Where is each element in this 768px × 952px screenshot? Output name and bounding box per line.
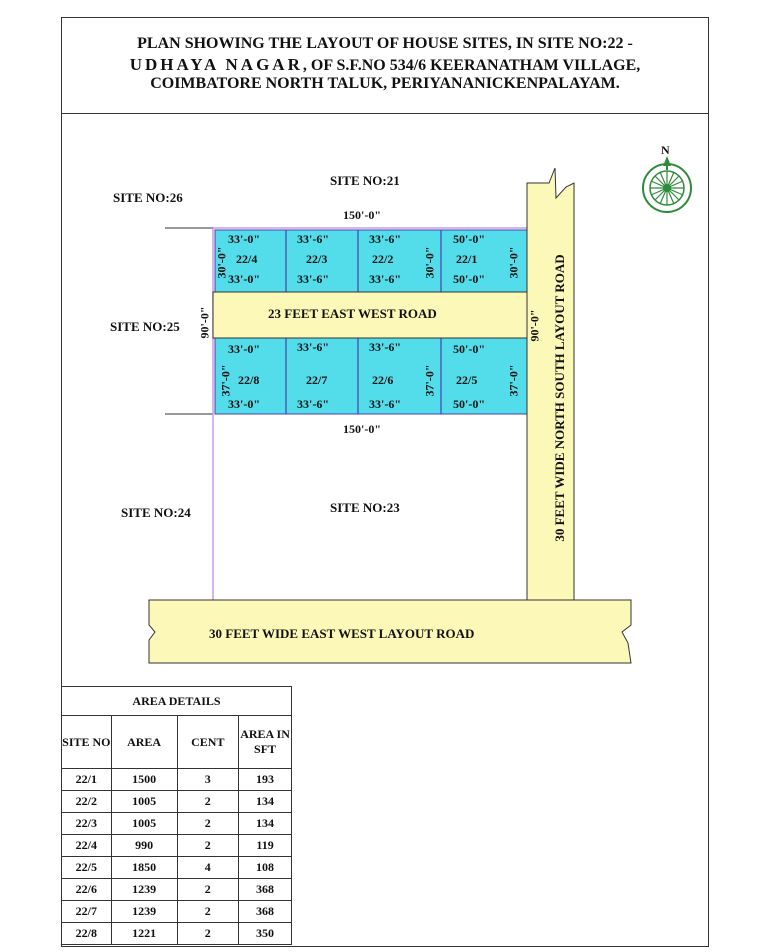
site-label-21: SITE NO:21: [330, 173, 400, 188]
cell-site: 22/8: [62, 923, 112, 945]
dim-r2-c: 33'-6": [369, 272, 401, 286]
site-label-24: SITE NO:24: [121, 505, 191, 520]
cell-cent: 2: [177, 879, 239, 901]
cell-cent: 2: [177, 835, 239, 857]
dim-r3-b: 33'-6": [297, 340, 329, 354]
dim-r1-d: 50'-0": [453, 232, 485, 246]
plot-22-2: 22/2: [372, 252, 394, 266]
cell-area: 1850: [111, 857, 177, 879]
road-label-23ft: 23 FEET EAST WEST ROAD: [268, 306, 437, 321]
dim-r2-d: 50'-0": [453, 272, 485, 286]
road-label-east-west-layout: 30 FEET WIDE EAST WEST LAYOUT ROAD: [209, 626, 475, 641]
cell-site: 22/3: [62, 813, 112, 835]
dim-v-bottom-3: 37'-0": [506, 364, 521, 397]
table-row: [62, 791, 292, 813]
title-line-3: COIMBATORE NORTH TALUK, PERIYANANICKENPALAYAM.: [150, 75, 620, 92]
cell-sft: 193: [239, 769, 292, 791]
plot-22-1: 22/1: [456, 252, 478, 266]
title-line-2-rest: , OF S.F.NO 534/6 KEERANATHAM VILLAGE,: [302, 57, 641, 74]
cell-sft: 368: [239, 879, 292, 901]
col-header-cent: CENT: [177, 716, 239, 769]
cell-site: 22/4: [62, 835, 112, 857]
dim-r1-b: 33'-6": [297, 232, 329, 246]
dim-right-90: 90'-0": [527, 309, 542, 342]
col-header-sft: AREA IN SFT: [239, 716, 292, 769]
cell-sft: 134: [239, 791, 292, 813]
col-header-area: AREA: [111, 716, 177, 769]
cell-cent: 2: [177, 813, 239, 835]
dim-r2-a: 33'-0": [228, 272, 260, 286]
dim-left-90: 90'-0": [197, 306, 212, 339]
cell-area: 1500: [111, 769, 177, 791]
table-row: [62, 857, 292, 879]
dim-r4-a: 33'-0": [228, 397, 260, 411]
dim-v-bottom-1: 37'-0": [218, 364, 233, 397]
compass-rose-icon: [643, 156, 691, 212]
cell-cent: 3: [177, 769, 239, 791]
cell-cent: 2: [177, 901, 239, 923]
cell-cent: 4: [177, 857, 239, 879]
plot-22-6: 22/6: [372, 373, 394, 387]
table-row: [62, 769, 292, 791]
site-label-23: SITE NO:23: [330, 500, 400, 515]
cell-sft: 368: [239, 901, 292, 923]
table-row: [62, 901, 292, 923]
cell-site: 22/5: [62, 857, 112, 879]
table-row: [62, 923, 292, 945]
table-row: [62, 835, 292, 857]
cell-area: 990: [111, 835, 177, 857]
cell-area: 1221: [111, 923, 177, 945]
dim-r1-c: 33'-6": [369, 232, 401, 246]
table-row: [62, 813, 292, 835]
road-label-north-south: 30 FEET WIDE NORTH SOUTH LAYOUT ROAD: [552, 254, 567, 542]
dim-r3-d: 50'-0": [453, 342, 485, 356]
cell-area: 1239: [111, 901, 177, 923]
area-details-table: [61, 686, 292, 945]
plot-22-4: 22/4: [236, 252, 258, 266]
cell-site: 22/2: [62, 791, 112, 813]
north-label: N: [661, 143, 670, 157]
cell-sft: 108: [239, 857, 292, 879]
cell-area: 1239: [111, 879, 177, 901]
cell-site: 22/1: [62, 769, 112, 791]
site-label-25: SITE NO:25: [110, 319, 180, 334]
layout-name: UDHAYA NAGAR: [129, 55, 303, 74]
dim-r1-a: 33'-0": [228, 232, 260, 246]
cell-site: 22/7: [62, 901, 112, 923]
title-line-1: PLAN SHOWING THE LAYOUT OF HOUSE SITES, IN SITE NO:22 -: [137, 35, 633, 52]
cell-cent: 2: [177, 791, 239, 813]
plot-22-3: 22/3: [306, 252, 328, 266]
dim-top-150: 150'-0": [343, 208, 381, 222]
plot-22-7: 22/7: [306, 373, 328, 387]
dim-v-top-2: 30'-0": [422, 246, 437, 279]
cell-area: 1005: [111, 791, 177, 813]
plot-22-5: 22/5: [456, 373, 478, 387]
cell-sft: 134: [239, 813, 292, 835]
col-header-site: SITE NO: [62, 716, 112, 769]
cell-sft: 119: [239, 835, 292, 857]
cell-area: 1005: [111, 813, 177, 835]
dim-v-top-1: 30'-0": [214, 246, 229, 279]
cell-site: 22/6: [62, 879, 112, 901]
area-table-title: AREA DETAILS: [62, 687, 292, 716]
dim-r4-b: 33'-6": [297, 397, 329, 411]
dim-r4-c: 33'-6": [369, 397, 401, 411]
dim-bottom-150: 150'-0": [343, 422, 381, 436]
table-row: [62, 879, 292, 901]
dim-r2-b: 33'-6": [297, 272, 329, 286]
plot-22-8: 22/8: [238, 373, 260, 387]
site-label-26: SITE NO:26: [113, 190, 183, 205]
dim-r3-a: 33'-0": [228, 342, 260, 356]
dim-r4-d: 50'-0": [453, 397, 485, 411]
dim-v-top-3: 30'-0": [506, 246, 521, 279]
dim-r3-c: 33'-6": [369, 340, 401, 354]
cell-cent: 2: [177, 923, 239, 945]
cell-sft: 350: [239, 923, 292, 945]
dim-v-bottom-2: 37'-0": [422, 364, 437, 397]
